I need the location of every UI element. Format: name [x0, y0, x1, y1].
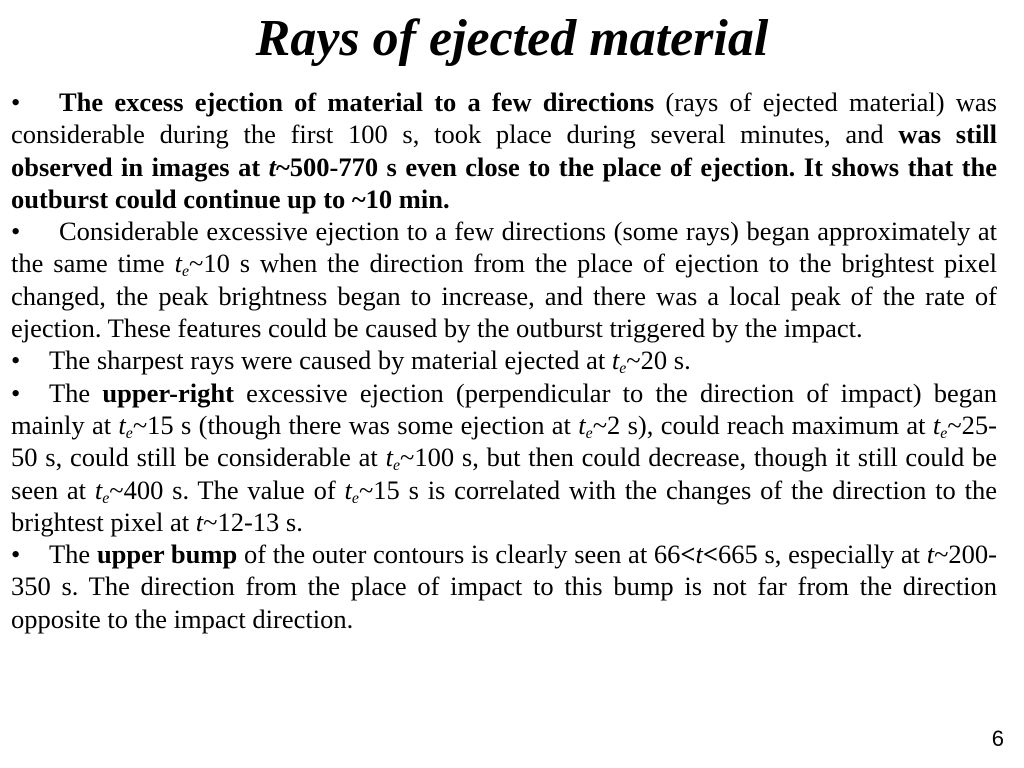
body-text: Considerable excessive ejection to a few directions (some rays) began approximately at the same time: [11, 216, 997, 279]
page-number: 6: [991, 726, 1004, 751]
variable-t: t: [611, 345, 620, 376]
subscript-e: e: [102, 489, 110, 507]
bullet-paragraph-3: [11, 344, 997, 376]
variable-t: t: [195, 506, 204, 537]
subscript-e: e: [940, 424, 948, 442]
body-text: (rays of ejected material) was considerable during the first 100 s, took place during several minutes, and: [11, 87, 997, 150]
body-text: The sharpest rays were caused by material ejected at: [49, 345, 612, 376]
body-text: excessive ejection (perpendicular to the direction of impact) began mainly at: [11, 377, 997, 440]
variable-t: t: [344, 474, 352, 505]
variable-t: t: [932, 409, 941, 440]
bold-text: ~500-770 s even close to the place of ejection. It shows that the outburst could continue up to ~10 min.: [11, 151, 997, 214]
variable-t: t: [94, 474, 103, 505]
bullet-paragraph-1: [11, 86, 997, 215]
variable-t: t: [118, 409, 126, 440]
bullet-marker: •: [11, 216, 21, 247]
variable-t: t: [174, 248, 182, 279]
bullet-marker: •: [11, 539, 21, 570]
bullet-paragraph-2: [11, 215, 997, 344]
body-text: ~2 s), could reach maximum at: [592, 409, 933, 440]
body-text: 665 s, especially at: [718, 539, 927, 570]
body-text: The: [49, 377, 103, 408]
subscript-e: e: [585, 424, 593, 442]
bullet-marker: •: [11, 87, 21, 117]
bold-text: was still observed in images at: [11, 119, 997, 182]
slide-body: [11, 86, 997, 635]
subscript-e: e: [181, 263, 189, 281]
bold-text: The excess ejection of material to a few directions: [59, 87, 655, 117]
bold-text: upper-right: [102, 377, 234, 408]
subscript-e: e: [392, 457, 401, 475]
variable-t: t: [268, 151, 276, 182]
subscript-e: e: [351, 489, 359, 507]
bold-text: upper bump: [96, 539, 238, 570]
variable-t: t: [695, 539, 703, 570]
bullet-paragraph-4: [11, 377, 997, 538]
subscript-e: e: [125, 424, 133, 442]
body-text: ~100 s, but then could decrease, though it still could be seen at: [11, 442, 997, 505]
less-than-symbol: <: [702, 539, 719, 570]
bullet-marker: •: [11, 377, 21, 408]
variable-t: t: [385, 442, 393, 473]
body-text: ~15 s (though there was some ejection at: [132, 409, 579, 440]
variable-t: t: [926, 539, 935, 570]
slide-title: Rays of ejected material: [255, 10, 769, 67]
variable-t: t: [578, 409, 586, 440]
bullet-paragraph-5: [11, 538, 997, 635]
body-text: ~25-50 s, could still be considerable at: [11, 409, 997, 473]
body-text: ~15 s is correlated with the changes of the direction to the brightest pixel at: [11, 474, 997, 537]
less-than-symbol: <: [680, 539, 696, 570]
body-text: ~200-350 s. The direction from the place of impact to this bump is not far from the direction opposite to the impact direction.: [11, 539, 997, 634]
bullet-marker: •: [11, 345, 21, 376]
body-text: The: [49, 539, 97, 570]
body-text: ~12-13 s.: [203, 506, 303, 537]
body-text: ~20 s.: [626, 345, 691, 376]
body-text: ~10 s when the direction from the place of ejection to the brightest pixel changed, the peak brightness began to increase, and there was a local peak of the rate of ejection. These features could be caused by the outburst triggered by the impact.: [11, 248, 997, 344]
subscript-e: e: [619, 360, 627, 378]
body-text: ~400 s. The value of: [109, 474, 345, 505]
body-text: of the outer contours is clearly seen at 66: [237, 539, 681, 570]
